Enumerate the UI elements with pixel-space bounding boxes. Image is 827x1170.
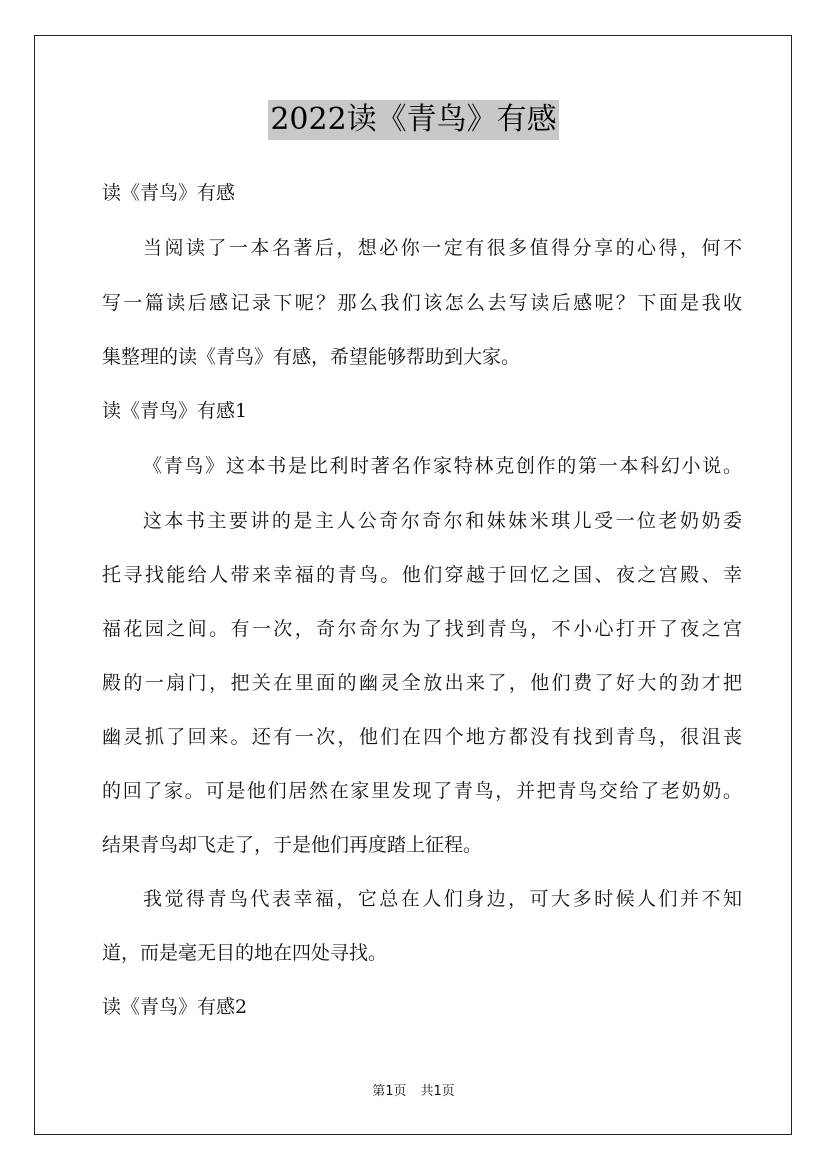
paragraph-line: 写一篇读后感记录下呢？那么我们该怎么去写读后感呢？下面是我收: [102, 292, 742, 314]
paragraph-line: 当阅读了一本名著后，想必你一定有很多值得分享的心得，何不: [143, 237, 742, 259]
paragraph-line: 《青鸟》这本书是比利时著名作家特林克创作的第一本科幻小说。: [143, 455, 742, 477]
section-heading: 读《青鸟》有感: [102, 182, 236, 204]
page-footer: [0, 1083, 827, 1101]
paragraph-line: 的回了家。可是他们居然在家里发现了青鸟，并把青鸟交给了老奶奶。: [102, 780, 742, 802]
document-title: 2022读《青鸟》有感: [268, 100, 558, 140]
title-container: [0, 100, 827, 140]
paragraph-line: 殿的一扇门，把关在里面的幽灵全放出来了，他们费了好大的劲才把: [102, 672, 742, 694]
paragraph-line: 这本书主要讲的是主人公奇尔奇尔和妹妹米琪儿受一位老奶奶委: [143, 510, 742, 532]
paragraph-line: 集整理的读《青鸟》有感，希望能够帮助到大家。: [102, 346, 521, 368]
section-heading: 读《青鸟》有感1: [102, 400, 248, 422]
paragraph-line: 结果青鸟却飞走了，于是他们再度踏上征程。: [102, 834, 483, 856]
paragraph-line: 福花园之间。有一次，奇尔奇尔为了找到青鸟，不小心打开了夜之宫: [102, 618, 742, 640]
section-heading: 读《青鸟》有感2: [102, 996, 248, 1018]
page-total: 共1页: [420, 1084, 455, 1099]
page-number: 第1页: [372, 1084, 407, 1099]
paragraph-line: 我觉得青鸟代表幸福，它总在人们身边，可大多时候人们并不知: [143, 888, 742, 910]
paragraph-line: 托寻找能给人带来幸福的青鸟。他们穿越于回忆之国、夜之宫殿、幸: [102, 564, 742, 586]
paragraph-line: 道，而是毫无目的地在四处寻找。: [102, 942, 388, 964]
paragraph-line: 幽灵抓了回来。还有一次，他们在四个地方都没有找到青鸟，很沮丧: [102, 726, 742, 748]
